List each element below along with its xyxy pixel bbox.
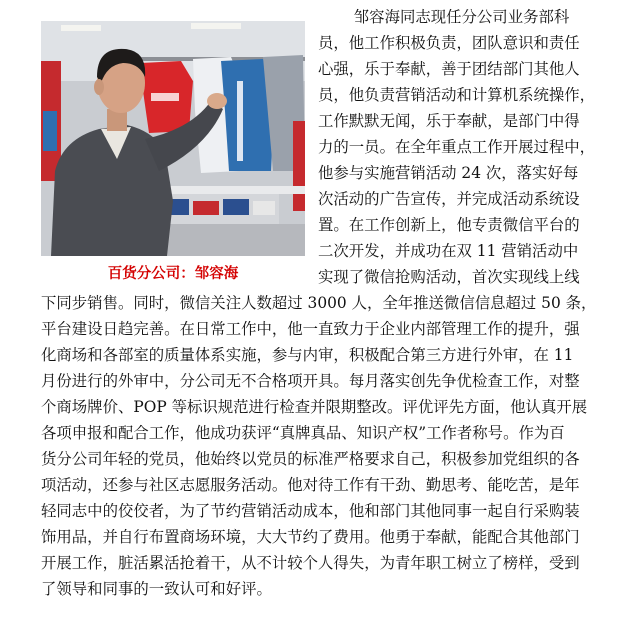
text-line: 二次开发，并成功在双 11 营销活动中 [318,242,579,260]
text-line: 次活动的广告宣传，并完成活动系统设 [318,190,580,208]
text-line: 货分公司年轻的党员，他始终以党员的标准严格要求自己，积极参加党组织的各 [41,450,580,468]
text-line: 心强，乐于奉献，善于团结部门其他人 [318,60,580,78]
text-line: 员，他工作积极负责，团队意识和责任 [318,34,580,52]
text-line: 下同步销售。同时，微信关注人数超过 3000 人，全年推送微信信息超过 50 条， [41,294,597,312]
text-line: 他参与实施营销活动 24 次，落实好每 [318,164,579,182]
photo-caption: 百货分公司：邹容海 [107,266,239,282]
text-line: 力的一员。在全年重点工作开展过程中， [318,138,596,156]
text-line: 饰用品，并自行布置商场环境，大大节约了费用。他勇于奉献，能配合其他部门 [41,528,580,546]
text-line: 化商场和各部室的质量体系实施，参与内审，积极配合第三方进行外审，在 11 [41,346,574,364]
text-line: 个商场牌价、POP 等标识规范进行检查并限期整改。评优评先方面，他认真开展 [41,398,588,416]
text-line: 了领导和同事的一致认可和好评。 [41,580,272,598]
text-line: 置。在工作创新上，他专责微信平台的 [318,216,580,234]
text-line: 各项申报和配合工作，他成功获评“真牌真品、知识产权”工作者称号。作为百 [41,424,565,442]
store-photo-illustration [41,21,305,256]
text-line: 实现了微信抢购活动，首次实现线上线 [318,268,580,286]
text-line: 工作默默无闻，乐于奉献，是部门中得 [318,112,580,130]
text-line: 邹容海同志现任分公司业务部科 [323,8,570,26]
text-line: 开展工作，脏活累活抢着干，从不计较个人得失，为青年职工树立了榜样，受到 [41,554,580,572]
text-line: 轻同志中的佼佼者，为了节约营销活动成本，他和部门其他同事一起自行采购装 [41,502,580,520]
text-line: 月份进行的外审中，分公司无不合格项开具。每月落实创先争优检查工作，对整 [41,372,580,390]
text-line: 员，他负责营销活动和计算机系统操作， [318,86,596,104]
profile-photo [41,21,305,256]
text-line: 项活动，还参与社区志愿服务活动。他对待工作有干劲、勤思考、能吃苦，是年 [41,476,580,494]
text-line: 平台建设日趋完善。在日常工作中，他一直致力于企业内部管理工作的提升，强 [41,320,580,338]
